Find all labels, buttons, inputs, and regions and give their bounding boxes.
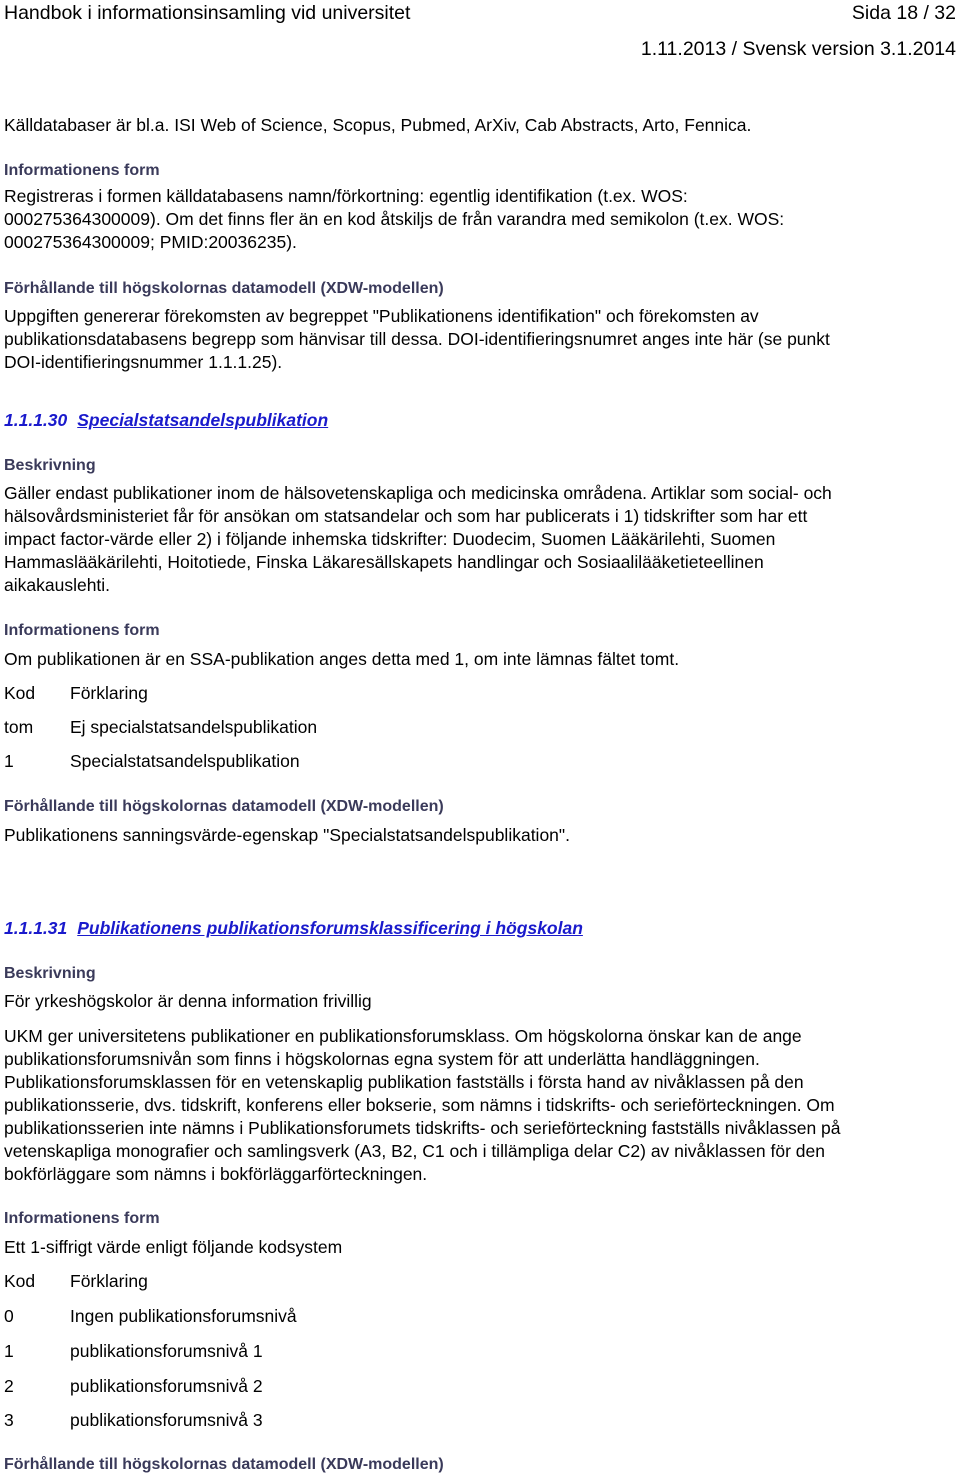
page-number: Sida 18 / 32 [851, 2, 956, 24]
xdw-line: Uppgiften genererar förekomsten av begreppet "Publikationens identifikation" och förekomsten av [4, 306, 759, 326]
code-explanation: Ej specialstatsandelspublikation [70, 717, 318, 737]
code-value: 2 [4, 1376, 14, 1396]
xdw-line: publikationsdatabasens begrepp som hänvisar till dessa. DOI-identifieringsnumret anges inte här (se punkt [4, 329, 830, 349]
description-first-line: För yrkeshögskolor är denna information frivillig [4, 991, 372, 1011]
code-explanation: Specialstatsandelspublikation [70, 751, 300, 771]
section-title: Specialstatsandelspublikation [77, 410, 329, 430]
description-line: publikationsserien inte nämns i Publikationsforumets tidskrifts- och serieförteckning fastställs nivåklassen på [4, 1118, 841, 1138]
code-explanation: publikationsforumsnivå 2 [70, 1376, 263, 1396]
code-value: 0 [4, 1306, 14, 1326]
info-form-text: Ett 1-siffrigt värde enligt följande kodsystem [4, 1237, 343, 1257]
code-explanation: publikationsforumsnivå 3 [70, 1410, 263, 1430]
description-line: UKM ger universitetens publikationer en publikationsforumsklass. Om högskolorna önskar kan de ange [4, 1026, 802, 1046]
explanation-column-header: Förklaring [70, 1271, 148, 1291]
description-line: vetenskapliga monografier och samlingsverk (A3, B2, C1 och i tillämpliga delar C2) av nivåklassen för den [4, 1141, 825, 1161]
code-value: 1 [4, 751, 14, 771]
info-form-label: Informationens form [4, 162, 160, 179]
description-line: aikakauslehti. [4, 575, 111, 595]
description-label: Beskrivning [4, 965, 96, 982]
section-heading-31 [4, 916, 583, 940]
explanation-column-header: Förklaring [70, 683, 148, 703]
xdw-line: DOI-identifieringsnummer 1.1.1.25). [4, 352, 283, 372]
document-title: Handbok i informationsinsamling vid universitet [4, 2, 411, 24]
code-explanation: publikationsforumsnivå 1 [70, 1341, 263, 1361]
section-title: Publikationens publikationsforumsklassificering i högskolan [77, 918, 583, 938]
code-row [4, 750, 300, 773]
code-table-header [4, 682, 148, 705]
section-number: 1.1.1.31 [4, 918, 68, 938]
description-line: Hammaslääkärilehti, Hoitotiede, Finska Läkaresällskapets handlingar och Sosiaalilääketieteellinen [4, 552, 764, 572]
info-form-label: Informationens form [4, 622, 160, 639]
code-column-header: Kod [4, 1271, 36, 1291]
xdw-label: Förhållande till högskolornas datamodell (XDW-modellen) [4, 280, 444, 297]
description-line: bokförläggare som nämns i bokförläggarförteckningen. [4, 1164, 428, 1184]
code-row [4, 1340, 263, 1363]
description-line: impact factor-värde eller 2) i följande inhemska tidskrifter: Duodecim, Suomen Lääkärilehti, Suomen [4, 529, 776, 549]
xdw-label: Förhållande till högskolornas datamodell (XDW-modellen) [4, 798, 444, 815]
description-line: publikationsserie, dvs. tidskrift, konferens eller bokserie, som nämns i tidskrifts- och serieförteckningen. Om [4, 1095, 835, 1115]
code-value: tom [4, 717, 34, 737]
info-form-line: Registreras i formen källdatabasens namn/förkortning: egentlig identifikation (t.ex. WOS: [4, 186, 688, 206]
info-form-line: 000275364300009; PMID:20036235). [4, 232, 297, 252]
info-form-line: 000275364300009). Om det finns fler än en kod åtskiljs de från varandra med semikolon (t.ex. WOS: [4, 209, 785, 229]
description-line: hälsovårdsministeriet får för ansökan om statsandelar och som har publicerats i 1) tidskrifter som har ett [4, 506, 808, 526]
code-value: 1 [4, 1341, 14, 1361]
sources-paragraph: Källdatabaser är bl.a. ISI Web of Science, Scopus, Pubmed, ArXiv, Cab Abstracts, Arto, Fennica. [4, 115, 752, 135]
info-form-text: Om publikationen är en SSA-publikation anges detta med 1, om inte lämnas fältet tomt. [4, 649, 680, 669]
description-label: Beskrivning [4, 457, 96, 474]
version-date: 1.11.2013 / Svensk version 3.1.2014 [640, 38, 956, 60]
description-line: publikationsforumsnivån som finns i högskolornas egna system för att underlätta handläggningen. [4, 1049, 760, 1069]
description-line: Publikationsforumsklassen för en vetenskaplig publikation fastställs i första hand av nivåklassen på den [4, 1072, 804, 1092]
section-number: 1.1.1.30 [4, 410, 68, 430]
info-form-label: Informationens form [4, 1210, 160, 1227]
code-value: 3 [4, 1410, 14, 1430]
code-row [4, 1409, 263, 1432]
section-heading-30 [4, 408, 328, 432]
xdw-text: Publikationens sanningsvärde-egenskap "Specialstatsandelspublikation". [4, 825, 570, 845]
code-row [4, 1375, 263, 1398]
code-column-header: Kod [4, 683, 36, 703]
code-table-header [4, 1270, 148, 1293]
xdw-label: Förhållande till högskolornas datamodell (XDW-modellen) [4, 1456, 444, 1473]
code-explanation: Ingen publikationsforumsnivå [70, 1306, 297, 1326]
code-row [4, 716, 317, 739]
description-line: Gäller endast publikationer inom de hälsovetenskapliga och medicinska områdena. Artiklar som social- och [4, 483, 832, 503]
code-row [4, 1305, 297, 1328]
